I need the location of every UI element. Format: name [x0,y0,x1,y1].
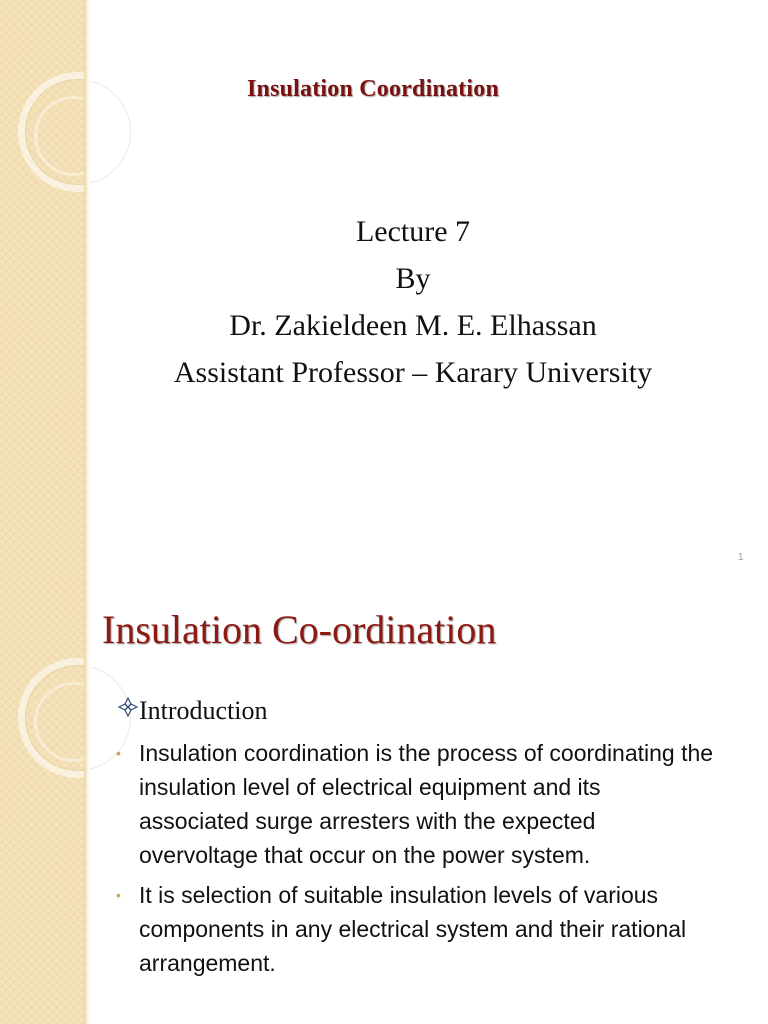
decorative-ring [34,682,114,762]
list-item [114,878,714,980]
decorative-sidebar [0,576,84,1024]
slide-title: Insulation Co-ordination [102,607,497,652]
subtitle-block [90,208,736,396]
bullet-list [114,736,714,986]
bullet-dot-icon: • [116,745,121,761]
by-label: By [395,262,431,295]
lecture-number: Lecture 7 [355,215,471,248]
section-heading [118,696,268,726]
author-name: Dr. Zakieldeen M. E. Elhassan [229,309,597,342]
sidebar-edge [84,576,90,1024]
list-item-text: Insulation coordination is the process of coordinating the insulation level of electrical equipment and its associated surge arresters with the expected overvoltage that occur on the power system. [139,740,714,868]
slide-2 [0,576,768,1024]
section-heading-label: Introduction [139,696,268,725]
bullet-dot-icon: • [116,887,121,903]
author-affiliation: Assistant Professor – Karary University [173,356,653,389]
decorative-ring [34,96,114,176]
list-item [114,736,714,872]
diamond-bullet-icon [118,697,138,717]
slide-title: Insulation Coordination [246,76,499,102]
list-item-text: It is selection of suitable insulation levels of various components in any electrical system and their rational arrangement. [139,882,687,976]
slide-number: 1 [738,552,744,563]
